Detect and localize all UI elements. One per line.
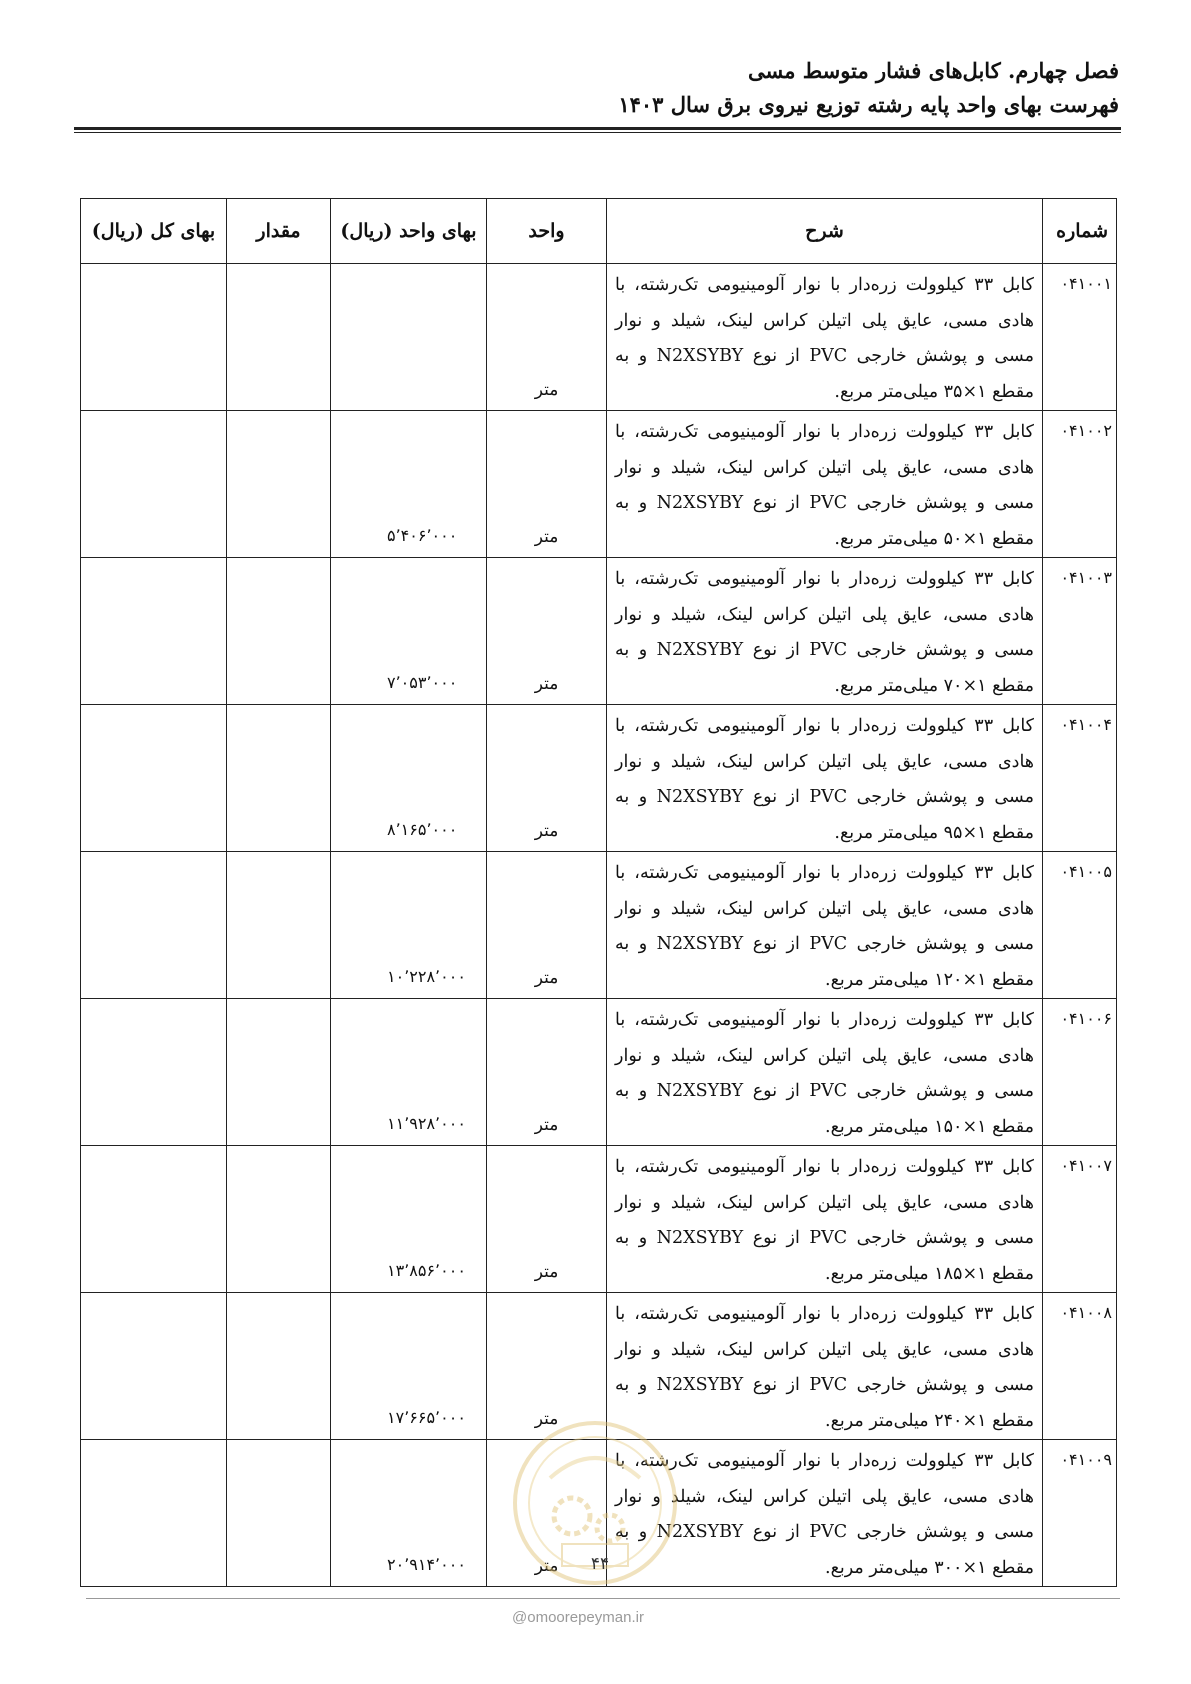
header-unit: واحد bbox=[487, 199, 607, 264]
item-total-price bbox=[81, 1440, 227, 1587]
item-unit: متر bbox=[487, 1146, 607, 1293]
item-quantity bbox=[227, 999, 331, 1146]
watermark-text: @omoorepeyman.ir bbox=[512, 1609, 644, 1626]
header-unit-price: بهای واحد (ریال) bbox=[331, 199, 487, 264]
table-header-row bbox=[81, 199, 1117, 264]
item-quantity bbox=[227, 264, 331, 411]
item-quantity bbox=[227, 1293, 331, 1440]
item-unit: متر bbox=[487, 558, 607, 705]
page-header bbox=[70, 54, 1119, 122]
item-number: ۰۴۱۰۰۵ bbox=[1043, 852, 1117, 999]
item-unit-price: ۵٬۴۰۶٬۰۰۰ bbox=[331, 411, 487, 558]
item-description-cell bbox=[607, 705, 1043, 852]
item-total-price bbox=[81, 999, 227, 1146]
item-unit: متر bbox=[487, 1440, 607, 1587]
table-row bbox=[81, 1293, 1117, 1440]
item-number: ۰۴۱۰۰۱ bbox=[1043, 264, 1117, 411]
item-unit: متر bbox=[487, 1293, 607, 1440]
header-number: شماره bbox=[1043, 199, 1117, 264]
item-number: ۰۴۱۰۰۳ bbox=[1043, 558, 1117, 705]
table-row bbox=[81, 852, 1117, 999]
item-total-price bbox=[81, 411, 227, 558]
chapter-title: فصل چهارم. کابل‌های فشار متوسط مسی bbox=[747, 58, 1119, 83]
item-description: کابل ۳۳ کیلوولت زره‌دار با نوار آلومینیومی تک‌رشته، با هادی مسی، عایق پلی اتیلن کراس لینک، شیلد و نوار مسی و پوشش خارجی PVC از نوع N2XSYBY و به مقطع ۱×۳۵ میلی‌متر مربع. bbox=[615, 275, 1034, 402]
item-description-cell bbox=[607, 1146, 1043, 1293]
item-description: کابل ۳۳ کیلوولت زره‌دار با نوار آلومینیومی تک‌رشته، با هادی مسی، عایق پلی اتیلن کراس لینک، شیلد و نوار مسی و پوشش خارجی PVC از نوع N2XSYBY و به مقطع ۱×۲۴۰ میلی‌متر مربع. bbox=[615, 1304, 1034, 1431]
item-unit-price: ۱۳٬۸۵۶٬۰۰۰ bbox=[331, 1146, 487, 1293]
item-description-cell bbox=[607, 264, 1043, 411]
header-description: شرح bbox=[607, 199, 1043, 264]
item-total-price bbox=[81, 1146, 227, 1293]
item-description-cell bbox=[607, 1293, 1043, 1440]
item-unit: متر bbox=[487, 411, 607, 558]
item-description-cell bbox=[607, 999, 1043, 1146]
item-description: کابل ۳۳ کیلوولت زره‌دار با نوار آلومینیومی تک‌رشته، با هادی مسی، عایق پلی اتیلن کراس لینک، شیلد و نوار مسی و پوشش خارجی PVC از نوع N2XSYBY و به مقطع ۱×۱۲۰ میلی‌متر مربع. bbox=[615, 863, 1034, 990]
header-rule-thick bbox=[74, 127, 1121, 130]
item-unit-price: ۲۰٬۹۱۴٬۰۰۰ bbox=[331, 1440, 487, 1587]
item-quantity bbox=[227, 852, 331, 999]
item-description: کابل ۳۳ کیلوولت زره‌دار با نوار آلومینیومی تک‌رشته، با هادی مسی، عایق پلی اتیلن کراس لینک، شیلد و نوار مسی و پوشش خارجی PVC از نوع N2XSYBY و به مقطع ۱×۹۵ میلی‌متر مربع. bbox=[615, 716, 1034, 843]
item-unit: متر bbox=[487, 852, 607, 999]
item-unit-price: ۷٬۰۵۳٬۰۰۰ bbox=[331, 558, 487, 705]
item-number: ۰۴۱۰۰۲ bbox=[1043, 411, 1117, 558]
item-description: کابل ۳۳ کیلوولت زره‌دار با نوار آلومینیومی تک‌رشته، با هادی مسی، عایق پلی اتیلن کراس لینک، شیلد و نوار مسی و پوشش خارجی PVC از نوع N2XSYBY و به مقطع ۱×۵۰ میلی‌متر مربع. bbox=[615, 422, 1034, 549]
item-unit: متر bbox=[487, 264, 607, 411]
item-total-price bbox=[81, 852, 227, 999]
header-rule-thin bbox=[74, 132, 1121, 133]
item-number: ۰۴۱۰۰۴ bbox=[1043, 705, 1117, 852]
item-description-cell bbox=[607, 411, 1043, 558]
item-unit-price: ۱۱٬۹۲۸٬۰۰۰ bbox=[331, 999, 487, 1146]
table-row bbox=[81, 264, 1117, 411]
header-quantity: مقدار bbox=[227, 199, 331, 264]
item-total-price bbox=[81, 705, 227, 852]
item-quantity bbox=[227, 1146, 331, 1293]
footer-rule bbox=[86, 1598, 1120, 1599]
item-total-price bbox=[81, 558, 227, 705]
item-unit-price bbox=[331, 264, 487, 411]
table-row bbox=[81, 705, 1117, 852]
item-description: کابل ۳۳ کیلوولت زره‌دار با نوار آلومینیومی تک‌رشته، با هادی مسی، عایق پلی اتیلن کراس لینک، شیلد و نوار مسی و پوشش خارجی PVC از نوع N2XSYBY و به مقطع ۱×۳۰۰ میلی‌متر مربع. bbox=[615, 1451, 1034, 1578]
item-number: ۰۴۱۰۰۶ bbox=[1043, 999, 1117, 1146]
item-total-price bbox=[81, 1293, 227, 1440]
item-number: ۰۴۱۰۰۹ bbox=[1043, 1440, 1117, 1587]
item-quantity bbox=[227, 1440, 331, 1587]
table-row bbox=[81, 411, 1117, 558]
item-unit-price: ۱۰٬۲۲۸٬۰۰۰ bbox=[331, 852, 487, 999]
item-quantity bbox=[227, 705, 331, 852]
item-unit: متر bbox=[487, 999, 607, 1146]
item-number: ۰۴۱۰۰۸ bbox=[1043, 1293, 1117, 1440]
item-description: کابل ۳۳ کیلوولت زره‌دار با نوار آلومینیومی تک‌رشته، با هادی مسی، عایق پلی اتیلن کراس لینک، شیلد و نوار مسی و پوشش خارجی PVC از نوع N2XSYBY و به مقطع ۱×۷۰ میلی‌متر مربع. bbox=[615, 569, 1034, 696]
item-number: ۰۴۱۰۰۷ bbox=[1043, 1146, 1117, 1293]
price-list-title: فهرست بهای واحد پایه رشته توزیع نیروی برق سال ۱۴۰۳ bbox=[618, 92, 1119, 117]
item-description-cell bbox=[607, 558, 1043, 705]
page-number: ۴۴ bbox=[590, 1554, 610, 1574]
item-description: کابل ۳۳ کیلوولت زره‌دار با نوار آلومینیومی تک‌رشته، با هادی مسی، عایق پلی اتیلن کراس لینک، شیلد و نوار مسی و پوشش خارجی PVC از نوع N2XSYBY و به مقطع ۱×۱۸۵ میلی‌متر مربع. bbox=[615, 1157, 1034, 1284]
item-unit-price: ۱۷٬۶۶۵٬۰۰۰ bbox=[331, 1293, 487, 1440]
item-unit-price: ۸٬۱۶۵٬۰۰۰ bbox=[331, 705, 487, 852]
item-unit: متر bbox=[487, 705, 607, 852]
item-quantity bbox=[227, 411, 331, 558]
item-description-cell bbox=[607, 1440, 1043, 1587]
header-total-price: بهای کل (ریال) bbox=[81, 199, 227, 264]
item-quantity bbox=[227, 558, 331, 705]
table-row bbox=[81, 558, 1117, 705]
item-description-cell bbox=[607, 852, 1043, 999]
table-row bbox=[81, 999, 1117, 1146]
table-row bbox=[81, 1146, 1117, 1293]
item-total-price bbox=[81, 264, 227, 411]
price-table bbox=[80, 198, 1117, 1587]
item-description: کابل ۳۳ کیلوولت زره‌دار با نوار آلومینیومی تک‌رشته، با هادی مسی، عایق پلی اتیلن کراس لینک، شیلد و نوار مسی و پوشش خارجی PVC از نوع N2XSYBY و به مقطع ۱×۱۵۰ میلی‌متر مربع. bbox=[615, 1010, 1034, 1137]
